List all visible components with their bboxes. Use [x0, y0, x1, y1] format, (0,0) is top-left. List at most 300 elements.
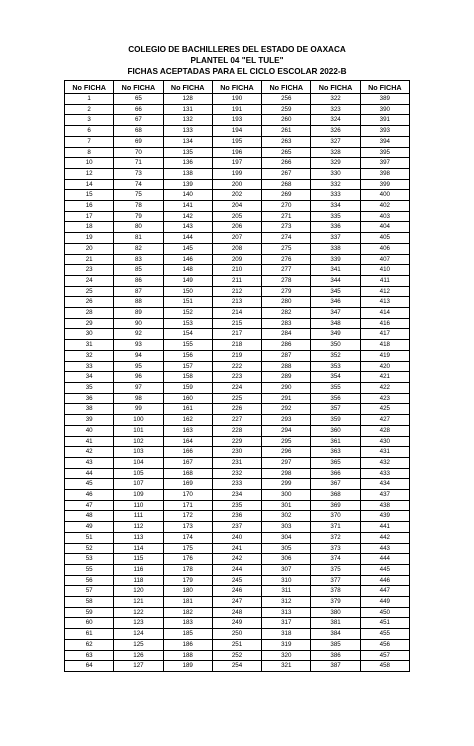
- ficha-cell: 456: [360, 639, 409, 650]
- ficha-cell: 263: [262, 136, 311, 147]
- ficha-cell: 233: [212, 479, 261, 490]
- ficha-cell: 159: [163, 382, 212, 393]
- ficha-cell: 275: [262, 243, 311, 254]
- ficha-cell: 53: [65, 554, 114, 565]
- ficha-cell: 266: [262, 158, 311, 169]
- header-row: [65, 81, 410, 94]
- ficha-cell: 189: [163, 661, 212, 672]
- ficha-cell: 418: [360, 340, 409, 351]
- ficha-cell: 112: [114, 522, 163, 533]
- ficha-cell: 145: [163, 243, 212, 254]
- ficha-cell: 118: [114, 575, 163, 586]
- ficha-cell: 14: [65, 179, 114, 190]
- ficha-cell: 3: [65, 115, 114, 126]
- ficha-cell: 218: [212, 340, 261, 351]
- ficha-cell: 252: [212, 650, 261, 661]
- table-row: [65, 511, 410, 522]
- ficha-cell: 228: [212, 425, 261, 436]
- ficha-cell: 29: [65, 318, 114, 329]
- ficha-cell: 404: [360, 222, 409, 233]
- ficha-cell: 33: [65, 361, 114, 372]
- ficha-cell: 58: [65, 597, 114, 608]
- ficha-cell: 274: [262, 233, 311, 244]
- ficha-cell: 286: [262, 340, 311, 351]
- ficha-cell: 251: [212, 639, 261, 650]
- ficha-cell: 62: [65, 639, 114, 650]
- ficha-cell: 283: [262, 318, 311, 329]
- ficha-cell: 16: [65, 201, 114, 212]
- ficha-cell: 450: [360, 607, 409, 618]
- ficha-cell: 208: [212, 243, 261, 254]
- table-row: [65, 158, 410, 169]
- ficha-cell: 224: [212, 382, 261, 393]
- ficha-cell: 377: [311, 575, 360, 586]
- ficha-cell: 222: [212, 361, 261, 372]
- ficha-cell: 20: [65, 243, 114, 254]
- table-row: [65, 275, 410, 286]
- ficha-cell: 407: [360, 254, 409, 265]
- table-row: [65, 179, 410, 190]
- ficha-cell: 24: [65, 275, 114, 286]
- table-row: [65, 372, 410, 383]
- ficha-cell: 292: [262, 404, 311, 415]
- ficha-cell: 341: [311, 265, 360, 276]
- ficha-cell: 317: [262, 618, 311, 629]
- ficha-cell: 68: [114, 126, 163, 137]
- ficha-cell: 455: [360, 629, 409, 640]
- ficha-cell: 56: [65, 575, 114, 586]
- ficha-cell: 69: [114, 136, 163, 147]
- ficha-cell: 434: [360, 479, 409, 490]
- ficha-cell: 169: [163, 479, 212, 490]
- ficha-cell: 44: [65, 468, 114, 479]
- ficha-cell: 295: [262, 436, 311, 447]
- table-row: [65, 222, 410, 233]
- table-row: [65, 468, 410, 479]
- ficha-cell: 299: [262, 479, 311, 490]
- table-row: [65, 254, 410, 265]
- ficha-cell: 19: [65, 233, 114, 244]
- ficha-cell: 374: [311, 554, 360, 565]
- ficha-cell: 47: [65, 500, 114, 511]
- ficha-cell: 214: [212, 308, 261, 319]
- table-row: [65, 597, 410, 608]
- ficha-cell: 185: [163, 629, 212, 640]
- ficha-cell: 391: [360, 115, 409, 126]
- ficha-cell: 144: [163, 233, 212, 244]
- table-row: [65, 629, 410, 640]
- ficha-cell: 334: [311, 201, 360, 212]
- fichas-table: [64, 80, 410, 672]
- ficha-cell: 300: [262, 490, 311, 501]
- ficha-cell: 438: [360, 500, 409, 511]
- ficha-cell: 352: [311, 350, 360, 361]
- table-row: [65, 286, 410, 297]
- ficha-cell: 348: [311, 318, 360, 329]
- ficha-cell: 93: [114, 340, 163, 351]
- ficha-cell: 346: [311, 297, 360, 308]
- ficha-cell: 327: [311, 136, 360, 147]
- ficha-cell: 276: [262, 254, 311, 265]
- table-row: [65, 522, 410, 533]
- ficha-cell: 61: [65, 629, 114, 640]
- table-row: [65, 329, 410, 340]
- ficha-cell: 375: [311, 564, 360, 575]
- ficha-cell: 10: [65, 158, 114, 169]
- ficha-cell: 168: [163, 468, 212, 479]
- ficha-cell: 278: [262, 275, 311, 286]
- ficha-cell: 67: [114, 115, 163, 126]
- table-row: [65, 340, 410, 351]
- ficha-cell: 190: [212, 94, 261, 105]
- ficha-cell: 335: [311, 211, 360, 222]
- ficha-cell: 259: [262, 104, 311, 115]
- ficha-cell: 247: [212, 597, 261, 608]
- ficha-cell: 420: [360, 361, 409, 372]
- ficha-cell: 94: [114, 350, 163, 361]
- ficha-cell: 100: [114, 415, 163, 426]
- ficha-cell: 23: [65, 265, 114, 276]
- ficha-cell: 66: [114, 104, 163, 115]
- ficha-cell: 417: [360, 329, 409, 340]
- ficha-cell: 98: [114, 393, 163, 404]
- ficha-cell: 127: [114, 661, 163, 672]
- ficha-cell: 194: [212, 126, 261, 137]
- ficha-cell: 419: [360, 350, 409, 361]
- ficha-cell: 444: [360, 554, 409, 565]
- ficha-cell: 138: [163, 168, 212, 179]
- table-row: [65, 168, 410, 179]
- ficha-cell: 7: [65, 136, 114, 147]
- ficha-cell: 389: [360, 94, 409, 105]
- ficha-cell: 293: [262, 415, 311, 426]
- ficha-cell: 82: [114, 243, 163, 254]
- ficha-cell: 322: [311, 94, 360, 105]
- ficha-cell: 162: [163, 415, 212, 426]
- ficha-cell: 390: [360, 104, 409, 115]
- ficha-cell: 427: [360, 415, 409, 426]
- ficha-cell: 446: [360, 575, 409, 586]
- ficha-cell: 217: [212, 329, 261, 340]
- ficha-cell: 237: [212, 522, 261, 533]
- ficha-cell: 223: [212, 372, 261, 383]
- ficha-cell: 381: [311, 618, 360, 629]
- table-row: [65, 543, 410, 554]
- column-header: No FICHA: [212, 81, 261, 94]
- ficha-cell: 356: [311, 393, 360, 404]
- ficha-cell: 357: [311, 404, 360, 415]
- ficha-cell: 109: [114, 490, 163, 501]
- table-head: [65, 81, 410, 94]
- ficha-cell: 413: [360, 297, 409, 308]
- ficha-cell: 42: [65, 447, 114, 458]
- ficha-cell: 248: [212, 607, 261, 618]
- ficha-cell: 328: [311, 147, 360, 158]
- ficha-cell: 114: [114, 543, 163, 554]
- ficha-cell: 211: [212, 275, 261, 286]
- ficha-cell: 25: [65, 286, 114, 297]
- table-row: [65, 201, 410, 212]
- ficha-cell: 113: [114, 532, 163, 543]
- ficha-cell: 180: [163, 586, 212, 597]
- ficha-cell: 64: [65, 661, 114, 672]
- ficha-cell: 430: [360, 436, 409, 447]
- ficha-cell: 83: [114, 254, 163, 265]
- ficha-cell: 132: [163, 115, 212, 126]
- ficha-cell: 74: [114, 179, 163, 190]
- table-row: [65, 404, 410, 415]
- ficha-cell: 202: [212, 190, 261, 201]
- ficha-cell: 2: [65, 104, 114, 115]
- ficha-cell: 226: [212, 404, 261, 415]
- table-row: [65, 457, 410, 468]
- ficha-cell: 232: [212, 468, 261, 479]
- ficha-cell: 39: [65, 415, 114, 426]
- ficha-cell: 268: [262, 179, 311, 190]
- table-row: [65, 243, 410, 254]
- ficha-cell: 81: [114, 233, 163, 244]
- ficha-cell: 181: [163, 597, 212, 608]
- ficha-cell: 291: [262, 393, 311, 404]
- ficha-cell: 244: [212, 564, 261, 575]
- ficha-cell: 298: [262, 468, 311, 479]
- ficha-cell: 458: [360, 661, 409, 672]
- ficha-cell: 385: [311, 639, 360, 650]
- ficha-cell: 158: [163, 372, 212, 383]
- ficha-cell: 306: [262, 554, 311, 565]
- ficha-cell: 279: [262, 286, 311, 297]
- ficha-cell: 231: [212, 457, 261, 468]
- ficha-cell: 225: [212, 393, 261, 404]
- ficha-cell: 284: [262, 329, 311, 340]
- column-header: No FICHA: [360, 81, 409, 94]
- ficha-cell: 63: [65, 650, 114, 661]
- ficha-cell: 250: [212, 629, 261, 640]
- ficha-cell: 339: [311, 254, 360, 265]
- table-row: [65, 607, 410, 618]
- ficha-cell: 421: [360, 372, 409, 383]
- ficha-cell: 394: [360, 136, 409, 147]
- ficha-cell: 321: [262, 661, 311, 672]
- ficha-cell: 345: [311, 286, 360, 297]
- ficha-cell: 34: [65, 372, 114, 383]
- ficha-cell: 443: [360, 543, 409, 554]
- ficha-cell: 182: [163, 607, 212, 618]
- ficha-cell: 296: [262, 447, 311, 458]
- ficha-cell: 410: [360, 265, 409, 276]
- ficha-cell: 277: [262, 265, 311, 276]
- ficha-cell: 183: [163, 618, 212, 629]
- ficha-cell: 186: [163, 639, 212, 650]
- table-row: [65, 104, 410, 115]
- ficha-cell: 378: [311, 586, 360, 597]
- ficha-cell: 433: [360, 468, 409, 479]
- ficha-cell: 176: [163, 554, 212, 565]
- ficha-cell: 355: [311, 382, 360, 393]
- ficha-cell: 41: [65, 436, 114, 447]
- ficha-cell: 59: [65, 607, 114, 618]
- ficha-cell: 411: [360, 275, 409, 286]
- ficha-cell: 451: [360, 618, 409, 629]
- ficha-cell: 157: [163, 361, 212, 372]
- ficha-cell: 43: [65, 457, 114, 468]
- ficha-cell: 361: [311, 436, 360, 447]
- ficha-cell: 57: [65, 586, 114, 597]
- ficha-cell: 267: [262, 168, 311, 179]
- ficha-cell: 359: [311, 415, 360, 426]
- ficha-cell: 337: [311, 233, 360, 244]
- ficha-cell: 254: [212, 661, 261, 672]
- ficha-cell: 104: [114, 457, 163, 468]
- table-row: [65, 393, 410, 404]
- ficha-cell: 193: [212, 115, 261, 126]
- ficha-cell: 75: [114, 190, 163, 201]
- document-header: [0, 44, 474, 77]
- ficha-cell: 367: [311, 479, 360, 490]
- ficha-cell: 195: [212, 136, 261, 147]
- ficha-cell: 350: [311, 340, 360, 351]
- ficha-cell: 229: [212, 436, 261, 447]
- ficha-cell: 312: [262, 597, 311, 608]
- ficha-cell: 48: [65, 511, 114, 522]
- ficha-cell: 271: [262, 211, 311, 222]
- table-row: [65, 136, 410, 147]
- table-row: [65, 490, 410, 501]
- ficha-cell: 199: [212, 168, 261, 179]
- campus-title: PLANTEL 04 "EL TULE": [190, 56, 284, 65]
- ficha-cell: 28: [65, 308, 114, 319]
- ficha-cell: 307: [262, 564, 311, 575]
- ficha-cell: 85: [114, 265, 163, 276]
- ficha-cell: 399: [360, 179, 409, 190]
- ficha-cell: 200: [212, 179, 261, 190]
- ficha-cell: 51: [65, 532, 114, 543]
- ficha-cell: 442: [360, 532, 409, 543]
- ficha-cell: 170: [163, 490, 212, 501]
- ficha-cell: 107: [114, 479, 163, 490]
- ficha-cell: 87: [114, 286, 163, 297]
- ficha-cell: 301: [262, 500, 311, 511]
- table-row: [65, 415, 410, 426]
- column-header: No FICHA: [65, 81, 114, 94]
- ficha-cell: 123: [114, 618, 163, 629]
- ficha-cell: 134: [163, 136, 212, 147]
- ficha-cell: 303: [262, 522, 311, 533]
- ficha-cell: 282: [262, 308, 311, 319]
- ficha-cell: 103: [114, 447, 163, 458]
- table-row: [65, 500, 410, 511]
- ficha-cell: 151: [163, 297, 212, 308]
- ficha-cell: 207: [212, 233, 261, 244]
- ficha-cell: 197: [212, 158, 261, 169]
- ficha-cell: 447: [360, 586, 409, 597]
- ficha-cell: 36: [65, 393, 114, 404]
- list-title: FICHAS ACEPTADAS PARA EL CICLO ESCOLAR 2022-B: [127, 67, 347, 76]
- ficha-cell: 164: [163, 436, 212, 447]
- table-row: [65, 308, 410, 319]
- ficha-cell: 368: [311, 490, 360, 501]
- ficha-cell: 175: [163, 543, 212, 554]
- ficha-cell: 55: [65, 564, 114, 575]
- ficha-cell: 136: [163, 158, 212, 169]
- ficha-cell: 398: [360, 168, 409, 179]
- ficha-cell: 365: [311, 457, 360, 468]
- ficha-cell: 242: [212, 554, 261, 565]
- ficha-cell: 380: [311, 607, 360, 618]
- ficha-cell: 80: [114, 222, 163, 233]
- ficha-cell: 269: [262, 190, 311, 201]
- table-row: [65, 575, 410, 586]
- ficha-cell: 302: [262, 511, 311, 522]
- ficha-cell: 89: [114, 308, 163, 319]
- table-row: [65, 436, 410, 447]
- ficha-cell: 111: [114, 511, 163, 522]
- ficha-cell: 152: [163, 308, 212, 319]
- ficha-cell: 149: [163, 275, 212, 286]
- ficha-cell: 150: [163, 286, 212, 297]
- ficha-cell: 318: [262, 629, 311, 640]
- ficha-cell: 12: [65, 168, 114, 179]
- ficha-cell: 102: [114, 436, 163, 447]
- ficha-cell: 366: [311, 468, 360, 479]
- ficha-cell: 174: [163, 532, 212, 543]
- table-row: [65, 639, 410, 650]
- ficha-cell: 370: [311, 511, 360, 522]
- ficha-cell: 156: [163, 350, 212, 361]
- ficha-cell: 449: [360, 597, 409, 608]
- ficha-cell: 369: [311, 500, 360, 511]
- ficha-cell: 379: [311, 597, 360, 608]
- table-row: [65, 425, 410, 436]
- ficha-cell: 445: [360, 564, 409, 575]
- column-header: No FICHA: [163, 81, 212, 94]
- ficha-cell: 395: [360, 147, 409, 158]
- ficha-cell: 95: [114, 361, 163, 372]
- ficha-cell: 206: [212, 222, 261, 233]
- ficha-cell: 142: [163, 211, 212, 222]
- ficha-cell: 128: [163, 94, 212, 105]
- ficha-cell: 256: [262, 94, 311, 105]
- ficha-cell: 90: [114, 318, 163, 329]
- ficha-cell: 172: [163, 511, 212, 522]
- ficha-cell: 230: [212, 447, 261, 458]
- table-row: [65, 382, 410, 393]
- ficha-cell: 260: [262, 115, 311, 126]
- ficha-cell: 86: [114, 275, 163, 286]
- ficha-cell: 79: [114, 211, 163, 222]
- ficha-cell: 319: [262, 639, 311, 650]
- ficha-cell: 265: [262, 147, 311, 158]
- ficha-cell: 236: [212, 511, 261, 522]
- ficha-cell: 17: [65, 211, 114, 222]
- ficha-cell: 400: [360, 190, 409, 201]
- table-row: [65, 447, 410, 458]
- table-row: [65, 661, 410, 672]
- ficha-cell: 354: [311, 372, 360, 383]
- ficha-cell: 280: [262, 297, 311, 308]
- ficha-cell: 15: [65, 190, 114, 201]
- ficha-cell: 288: [262, 361, 311, 372]
- column-header: No FICHA: [262, 81, 311, 94]
- ficha-cell: 135: [163, 147, 212, 158]
- ficha-cell: 154: [163, 329, 212, 340]
- table-row: [65, 190, 410, 201]
- ficha-cell: 387: [311, 661, 360, 672]
- ficha-cell: 235: [212, 500, 261, 511]
- ficha-cell: 191: [212, 104, 261, 115]
- ficha-cell: 71: [114, 158, 163, 169]
- table-row: [65, 650, 410, 661]
